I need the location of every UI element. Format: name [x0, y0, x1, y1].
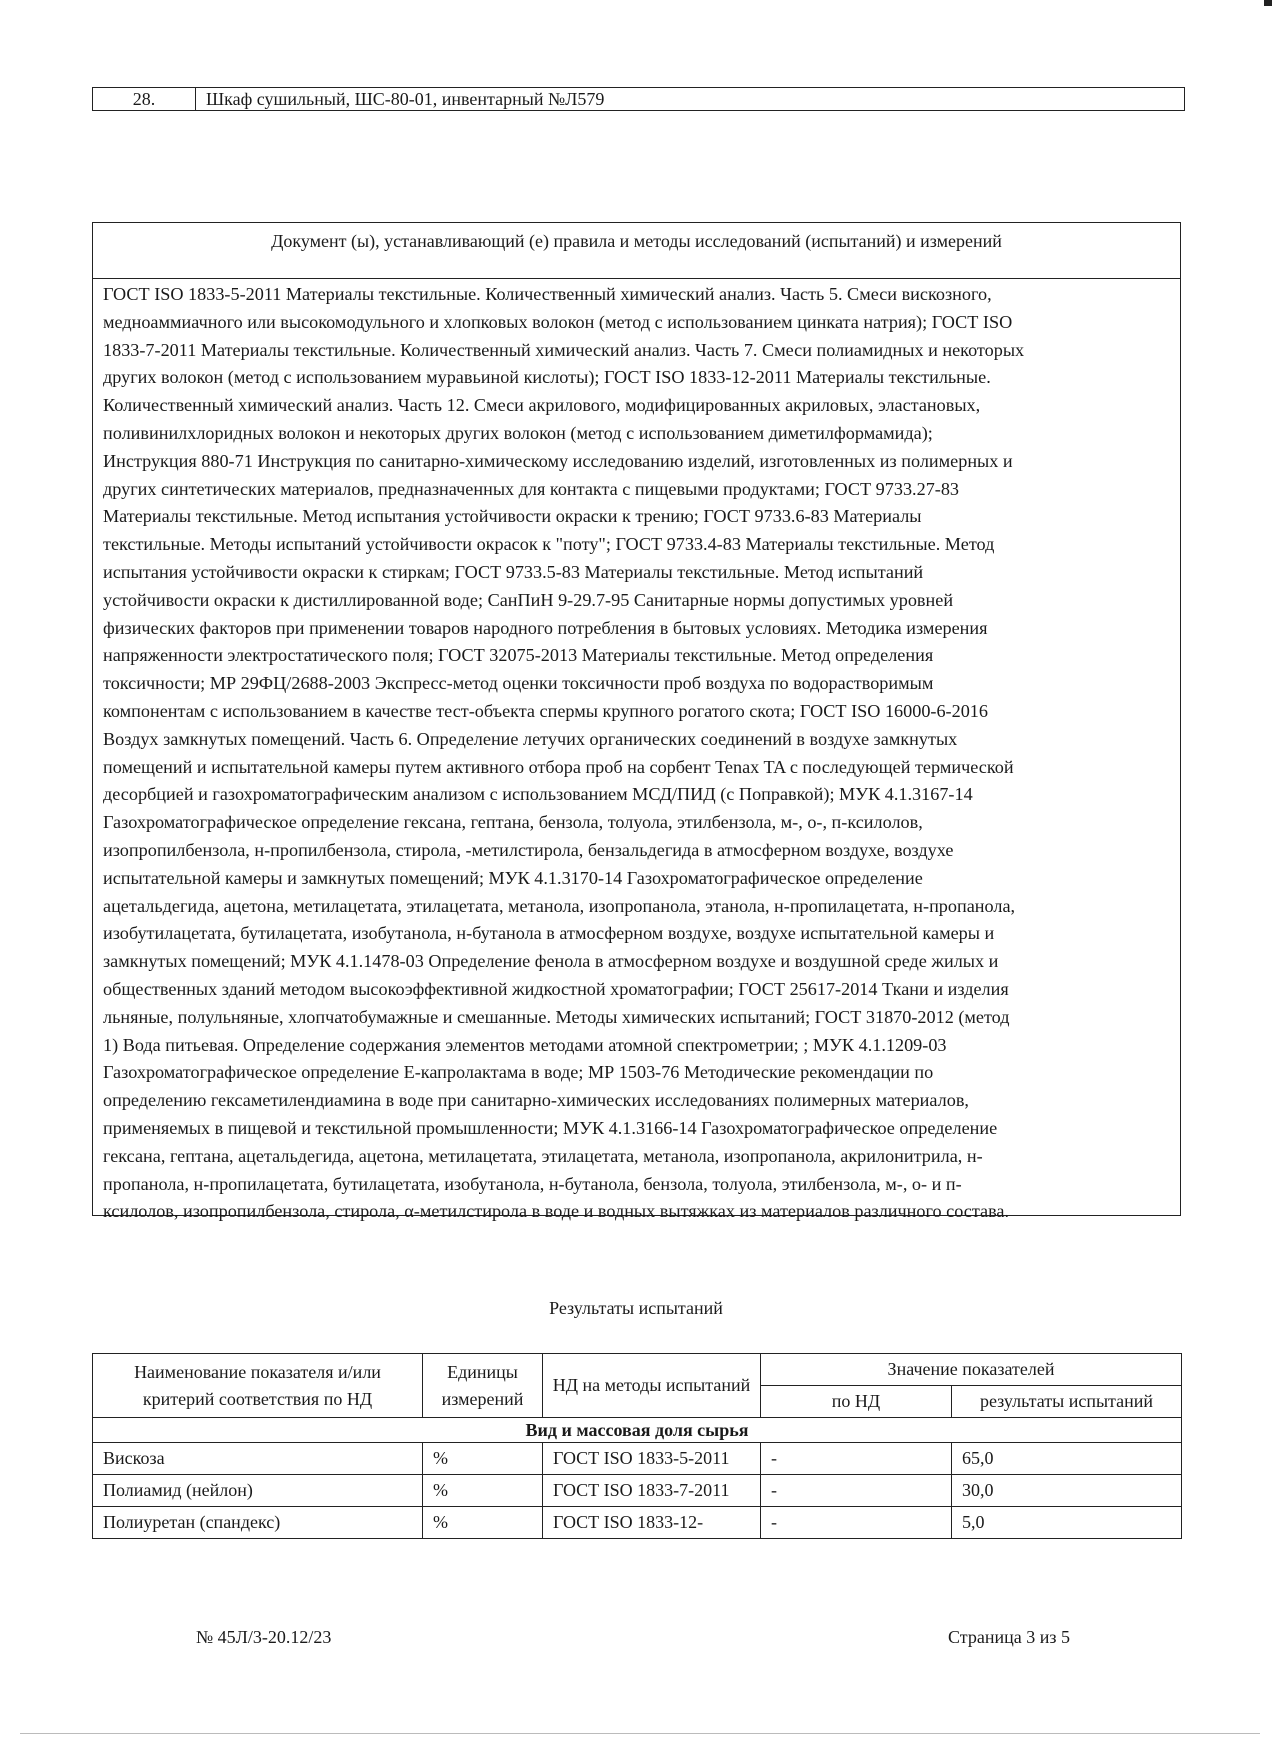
cell-result: 5,0	[952, 1507, 1182, 1539]
equipment-name: Шкаф сушильный, ШС-80-01, инвентарный №Л579	[206, 89, 605, 109]
documents-line: Материалы текстильные. Метод испытания устойчивости окраски к трению; ГОСТ 9733.6-83 Материалы	[103, 506, 922, 527]
header-units: Единицы измерений	[423, 1354, 543, 1418]
documents-line: помещений и испытательной камеры путем активного отбора проб на сорбент Tenax TA с последующей термической	[103, 756, 1014, 777]
documents-line: текстильные. Методы испытаний устойчивости окрасок к "поту"; ГОСТ 9733.4-83 Материалы текстильные. Метод	[103, 534, 995, 555]
results-title: Результаты испытаний	[549, 1298, 723, 1318]
documents-line: льняные, полульняные, хлопчатобумажные и смешанные. Методы химических испытаний; ГОСТ 31870-2012 (метод	[103, 1006, 1010, 1027]
equipment-row	[92, 87, 1185, 111]
documents-line: изопропилбензола, н-пропилбензола, стирола, -метилстирола, бензальдегида в атмосферном воздухе, воздухе	[103, 839, 954, 860]
documents-line: испытания устойчивости окраски к стиркам; ГОСТ 9733.5-83 Материалы текстильные. Метод испытаний	[103, 561, 924, 582]
documents-line: общественных зданий методом высокоэффективной жидкостной хроматографии; ГОСТ 25617-2014 Ткани и изделия	[103, 978, 1009, 999]
documents-line: других синтетических материалов, предназначенных для контакта с пищевыми продуктами; ГОСТ 9733.27-83	[103, 478, 960, 499]
documents-line: десорбцией и газохроматографическим анализом с использованием МСД/ПИД (с Поправкой); МУК 4.1.3167-14	[103, 784, 973, 805]
equipment-number: 28.	[93, 88, 196, 110]
section-title: Вид и массовая доля сырья	[93, 1418, 1182, 1443]
cell-method: ГОСТ ISO 1833-5-2011	[543, 1443, 761, 1475]
documents-line: медноаммиачного или высокомодульного и хлопковых волокон (метод с использованием цинката натрия); ГОСТ ISO	[103, 311, 1013, 332]
footer-page-number: Страница 3 из 5	[948, 1627, 1070, 1647]
cell-method: ГОСТ ISO 1833-7-2011	[543, 1475, 761, 1507]
documents-line: изобутилацетата, бутилацетата, изобутанола, н-бутанола в атмосферном воздухе, воздухе испытательной камеры и	[103, 923, 995, 944]
cell-unit: %	[423, 1443, 543, 1475]
table-row	[93, 1507, 1182, 1539]
documents-line: 1) Вода питьевая. Определение содержания элементов методами атомной спектрометрии; ; МУК 4.1.1209-03	[103, 1034, 947, 1055]
scan-mark	[1264, 0, 1272, 6]
cell-nd: -	[761, 1507, 952, 1539]
documents-line: испытательной камеры и замкнутых помещений; МУК 4.1.3170-14 Газохроматографическое определение	[103, 867, 923, 888]
documents-line: Воздух замкнутых помещений. Часть 6. Определение летучих органических соединений в воздухе замкнутых	[103, 728, 958, 749]
documents-line: других волокон (метод с использованием муравьиной кислоты); ГОСТ ISO 1833-12-2011 Материалы текстильные.	[103, 367, 991, 388]
header-values-group: Значение показателей	[761, 1354, 1182, 1386]
documents-line: 1833-7-2011 Материалы текстильные. Количественный химический анализ. Часть 7. Смеси полиамидных и некоторых	[103, 339, 1025, 360]
documents-line: Инструкция 880-71 Инструкция по санитарно-химическому исследованию изделий, изготовленных из полимерных и	[103, 450, 1013, 471]
documents-line: поливинилхлоридных волокон и некоторых других волокон (метод с использованием диметилформамида);	[103, 422, 933, 443]
header-by-nd: по НД	[761, 1386, 952, 1418]
cell-name: Полиуретан (спандекс)	[93, 1507, 423, 1539]
cell-nd: -	[761, 1443, 952, 1475]
cell-name: Полиамид (нейлон)	[93, 1475, 423, 1507]
documents-line: пропанола, н-пропилацетата, бутилацетата, изобутанола, н-бутанола, бензола, толуола, этилбензола, м-, о- и п-	[103, 1173, 962, 1194]
documents-line: гексана, гептана, ацетальдегида, ацетона, метилацетата, этилацетата, метанола, изопропанола, акрилонитрила, н-	[103, 1145, 983, 1166]
cell-unit: %	[423, 1475, 543, 1507]
documents-line: ксилолов, изопропилбензола, стирола, α-метилстирола в воде и водных вытяжках из материалов различного состава.	[103, 1201, 1010, 1222]
cell-method: ГОСТ ISO 1833-12-	[543, 1507, 761, 1539]
results-table	[92, 1353, 1182, 1539]
documents-line: применяемых в пищевой и текстильной промышленности; МУК 4.1.3166-14 Газохроматографическое определение	[103, 1117, 998, 1138]
documents-line: замкнутых помещений; МУК 4.1.1478-03 Определение фенола в атмосферном воздухе и воздушной среде жилых и	[103, 951, 999, 972]
scan-edge-line	[20, 1733, 1260, 1734]
documents-box	[92, 222, 1181, 1222]
cell-unit: %	[423, 1507, 543, 1539]
documents-line: физических факторов при применении товаров народного потребления в бытовых условиях. Методика измерения	[103, 617, 988, 638]
header-test-results: результаты испытаний	[952, 1386, 1182, 1418]
header-name: Наименование показателя и/или критерий соответствия по НД	[93, 1354, 423, 1418]
documents-header: Документ (ы), устанавливающий (е) правила и методы исследований (испытаний) и измерений	[93, 223, 1180, 279]
cell-result: 30,0	[952, 1475, 1182, 1507]
documents-line: Газохроматографическое определение гексана, гептана, бензола, толуола, этилбензола, м-, о-, п-ксилолов,	[103, 812, 923, 833]
documents-text	[93, 279, 1180, 1226]
table-row	[93, 1443, 1182, 1475]
table-row	[93, 1475, 1182, 1507]
documents-line: Газохроматографическое определение Е-капролактама в воде; МР 1503-76 Методические рекомендации по	[103, 1062, 934, 1083]
cell-nd: -	[761, 1475, 952, 1507]
footer-doc-number: № 45Л/3-20.12/23	[196, 1627, 332, 1647]
documents-line: токсичности; МР 29ФЦ/2688-2003 Экспресс-метод оценки токсичности проб воздуха по водорастворимым	[103, 673, 934, 694]
documents-line: ацетальдегида, ацетона, метилацетата, этилацетата, метанола, изопропанола, этанола, н-пропилацетата, н-пропанола,	[103, 895, 1016, 916]
documents-line: устойчивости окраски к дистиллированной воде; СанПиН 9-29.7-95 Санитарные нормы допустимых уровней	[103, 589, 954, 610]
documents-line: определению гексаметилендиамина в воде при санитарно-химических исследованиях полимерных материалов,	[103, 1090, 969, 1111]
documents-line: ГОСТ ISO 1833-5-2011 Материалы текстильные. Количественный химический анализ. Часть 5. Смеси вискозного,	[103, 284, 992, 304]
header-nd-methods: НД на методы испытаний	[543, 1354, 761, 1418]
documents-line: Количественный химический анализ. Часть 12. Смеси акрилового, модифицированных акриловых, эластановых,	[103, 395, 981, 416]
documents-line: компонентам с использованием в качестве тест-объекта спермы крупного рогатого скота; ГОСТ ISO 16000-6-2016	[103, 700, 988, 721]
cell-result: 65,0	[952, 1443, 1182, 1475]
cell-name: Вискоза	[93, 1443, 423, 1475]
documents-line: напряженности электростатического поля; ГОСТ 32075-2013 Материалы текстильные. Метод определения	[103, 645, 934, 666]
